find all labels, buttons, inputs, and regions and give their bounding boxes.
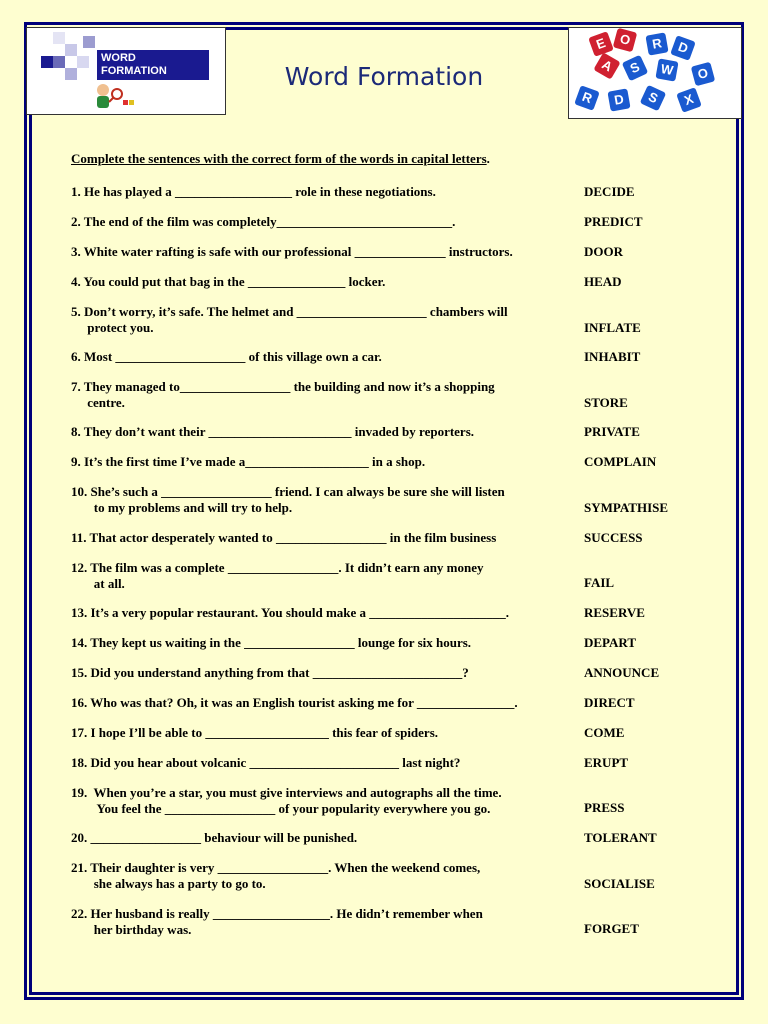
exercise-sentence [71, 755, 581, 771]
exercise-line: You feel the _________________ of your popularity everywhere you go. [71, 801, 491, 816]
exercise-line: centre. [71, 395, 125, 410]
base-word: SOCIALISE [584, 876, 655, 891]
base-word: COMPLAIN [584, 454, 657, 469]
exercise-sentence [71, 830, 581, 846]
logo-text-formation: FORMATION [101, 65, 167, 77]
exercise-line: 9. It’s the first time I’ve made a___________________ in a shop. [71, 454, 426, 469]
exercise-line: at all. [71, 576, 125, 591]
exercise-sentence [71, 725, 581, 741]
logo-text-word: WORD [101, 52, 136, 64]
exercise-sentence [71, 530, 581, 546]
exercise-line: 21. Their daughter is very _________________. When the weekend comes, [71, 860, 481, 875]
exercise-line: her birthday was. [71, 922, 192, 937]
base-word: FORGET [584, 921, 639, 936]
exercise-line: 4. You could put that bag in the _______________ locker. [71, 274, 386, 289]
letter-cubes-image [568, 27, 742, 119]
letter-cube: D [670, 35, 696, 61]
exercise-line: 3. White water rafting is safe with our professional ______________ instructors. [71, 244, 513, 259]
exercise-sentence [71, 906, 581, 938]
letter-cube: O [613, 28, 637, 52]
exercise-line: 19. When you’re a star, you must give interviews and autographs all the time. [71, 785, 502, 800]
exercise-line: 1. He has played a __________________ role in these negotiations. [71, 184, 436, 199]
exercise-line: 18. Did you hear about volcanic _______________________ last night? [71, 755, 461, 770]
base-word: DEPART [584, 635, 637, 650]
exercise-sentence [71, 349, 581, 365]
exercise-sentence [71, 424, 581, 440]
base-word: PREDICT [584, 214, 643, 229]
exercise-line: 5. Don’t worry, it’s safe. The helmet and ____________________ chambers will [71, 304, 508, 319]
exercise-line: 8. They don’t want their ______________________ invaded by reporters. [71, 424, 475, 439]
letter-cube: E [588, 31, 614, 57]
exercise-line: protect you. [71, 320, 154, 335]
exercise-sentence [71, 695, 581, 711]
base-word: RESERVE [584, 605, 645, 620]
exercise-line: 17. I hope I’ll be able to ___________________ this fear of spiders. [71, 725, 439, 740]
base-word: TOLERANT [584, 830, 657, 845]
base-word: PRESS [584, 800, 625, 815]
base-word: ANNOUNCE [584, 665, 660, 680]
exercise-sentence [71, 605, 581, 621]
exercise-sentence [71, 454, 581, 470]
base-word: INFLATE [584, 320, 641, 335]
exercise-line: 10. She’s such a _________________ friend. I can always be sure she will listen [71, 484, 505, 499]
base-word: HEAD [584, 274, 622, 289]
instructions-text: Complete the sentences with the correct form of the words in capital letters [71, 151, 487, 166]
base-word: DECIDE [584, 184, 635, 199]
exercise-sentence [71, 860, 581, 892]
instructions [71, 151, 490, 167]
exercise-line: 7. They managed to_________________ the building and now it’s a shopping [71, 379, 495, 394]
letter-cube: S [640, 85, 667, 112]
exercise-sentence [71, 785, 581, 817]
exercise-sentence [71, 484, 581, 516]
base-word: SYMPATHISE [584, 500, 669, 515]
letter-cube: D [607, 88, 630, 111]
letter-cube: O [691, 62, 715, 86]
exercise-sentence [71, 304, 581, 336]
exercise-line: 15. Did you understand anything from that _______________________? [71, 665, 469, 680]
exercise-line: she always has a party to go to. [71, 876, 266, 891]
base-word: PRIVATE [584, 424, 640, 439]
exercise-sentence [71, 560, 581, 592]
exercise-line: 22. Her husband is really __________________. He didn’t remember when [71, 906, 483, 921]
letter-cube: X [676, 87, 702, 113]
exercise-line: 6. Most ____________________ of this village own a car. [71, 349, 382, 364]
letter-cube: R [645, 32, 668, 55]
base-word: DIRECT [584, 695, 635, 710]
base-word: STORE [584, 395, 628, 410]
exercise-line: 11. That actor desperately wanted to _________________ in the film business [71, 530, 497, 545]
exercise-sentence [71, 244, 581, 260]
base-word: COME [584, 725, 625, 740]
exercise-line: to my problems and will try to help. [71, 500, 293, 515]
base-word: SUCCESS [584, 530, 643, 545]
exercise-sentence [71, 184, 581, 200]
exercise-sentence [71, 214, 581, 230]
base-word: ERUPT [584, 755, 629, 770]
letter-cube: A [593, 52, 620, 79]
exercise-line: 13. It’s a very popular restaurant. You should make a _____________________. [71, 605, 510, 620]
exercise-line: 14. They kept us waiting in the _________________ lounge for six hours. [71, 635, 472, 650]
exercise-sentence [71, 274, 581, 290]
instructions-end: . [486, 151, 490, 166]
exercise-sentence [71, 635, 581, 651]
letter-cube: R [574, 85, 600, 111]
page-title: Word Formation [284, 62, 484, 91]
base-word: INHABIT [584, 349, 641, 364]
exercise-line: 20. _________________ behaviour will be punished. [71, 830, 358, 845]
exercise-line: 16. Who was that? Oh, it was an English tourist asking me for _______________. [71, 695, 518, 710]
exercise-sentence [71, 665, 581, 681]
exercise-line: 12. The film was a complete _________________. It didn’t earn any money [71, 560, 484, 575]
base-word: FAIL [584, 575, 615, 590]
base-word: DOOR [584, 244, 623, 259]
exercise-sentence [71, 379, 581, 411]
letter-cube: W [655, 58, 678, 81]
letter-cube: S [622, 55, 649, 82]
exercise-line: 2. The end of the film was completely___________________________. [71, 214, 456, 229]
